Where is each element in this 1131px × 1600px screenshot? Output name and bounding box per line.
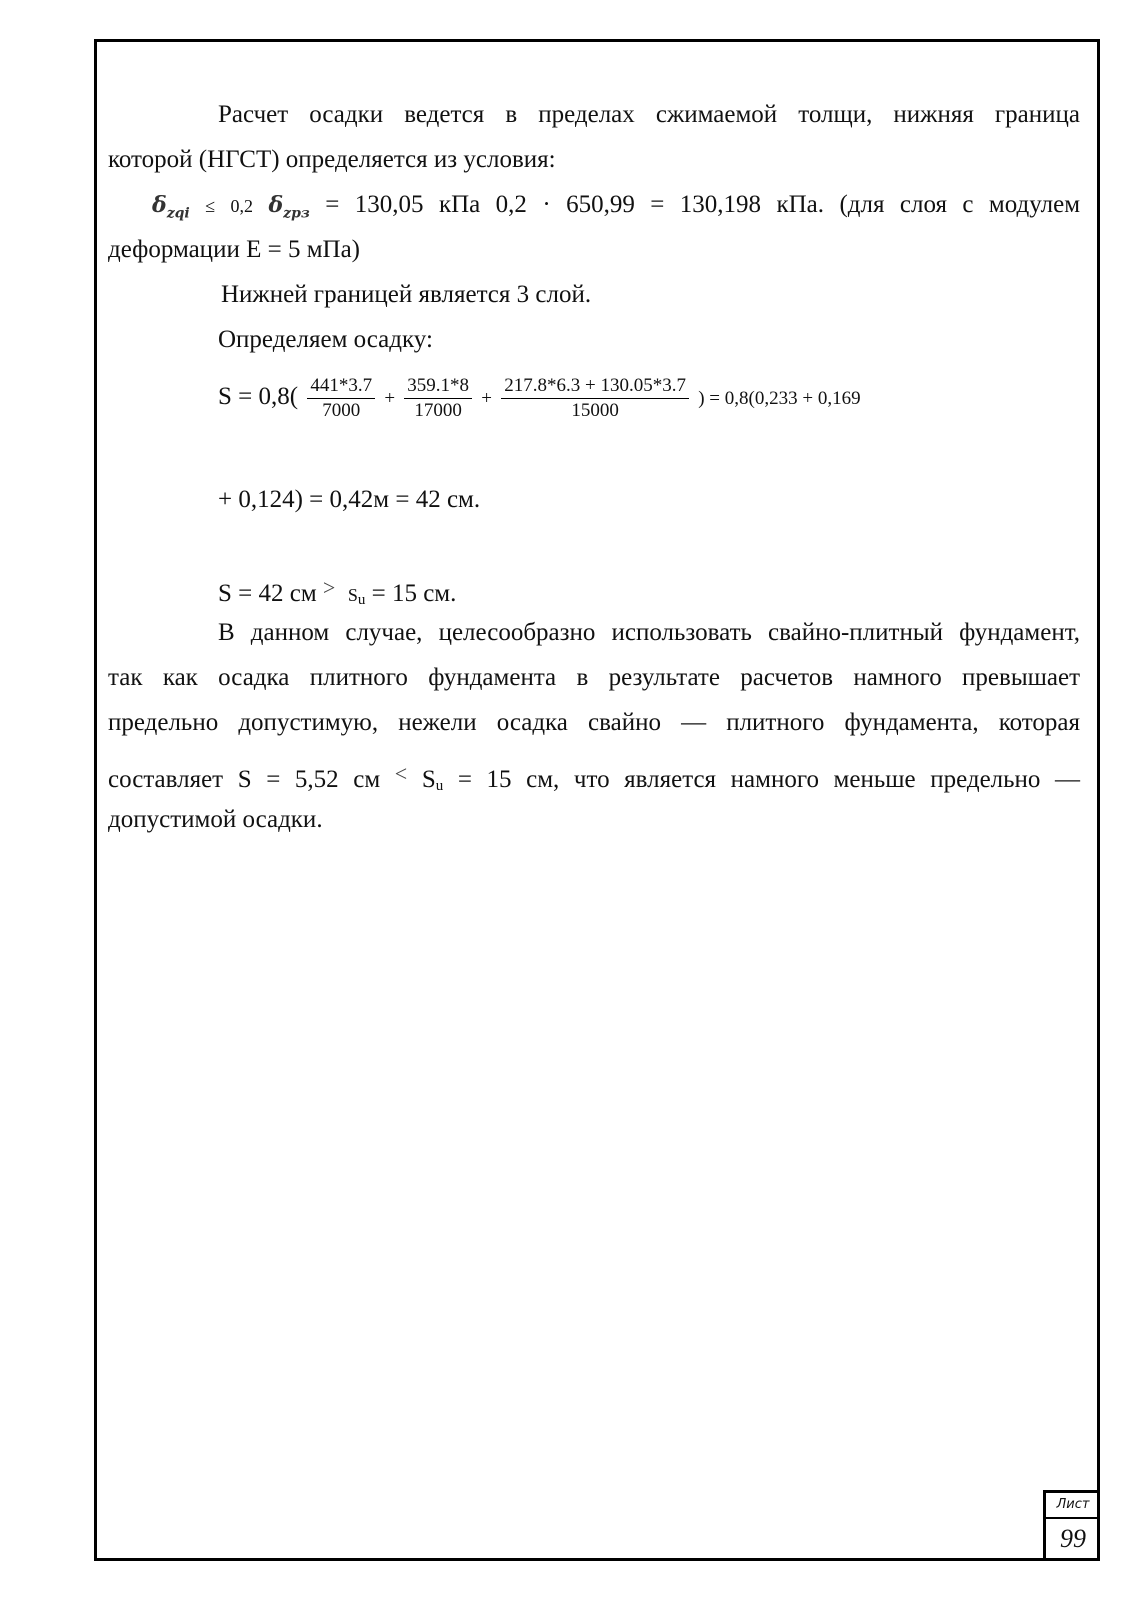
fraction-3-denominator: 15000 bbox=[571, 400, 619, 421]
lower-boundary-text: Нижней границей является 3 слой. bbox=[221, 281, 592, 308]
less-sign: < bbox=[394, 761, 408, 786]
greater-sign: > bbox=[322, 575, 336, 600]
paragraph-1-line-2: которой (НГСТ) определяется из условия: bbox=[108, 146, 556, 173]
sigma-zp-symbol: $\delta_{zpз}$ bbox=[268, 192, 310, 222]
condition-line bbox=[108, 190, 1080, 228]
formula-prefix: S = 0,8( bbox=[218, 383, 299, 411]
settlement-formula bbox=[218, 374, 861, 423]
paragraph-2-line-2: так как осадка плитного фундамента в результате расчетов намного превышает bbox=[108, 664, 1080, 691]
plus-sign-1: + bbox=[384, 388, 396, 410]
formula-continuation: + 0,124) = 0,42м = 42 см. bbox=[218, 486, 481, 513]
fraction-1 bbox=[307, 374, 375, 423]
paragraph-2-line-4: составляет S = 5,52 см < $S_u = 15$ см, что является намного меньше предельно — bbox=[108, 761, 1081, 794]
fraction-2-denominator: 17000 bbox=[414, 400, 462, 421]
sheet-number: 99 bbox=[1060, 1524, 1086, 1553]
su-symbol: $S_u$ bbox=[347, 585, 366, 608]
su-symbol-2: $S_u$ bbox=[421, 766, 444, 794]
fraction-2 bbox=[404, 374, 472, 423]
coefficient: 0,2 bbox=[230, 196, 254, 216]
condition-values: = 130,05 кПа 0,2 · 650,99 = 130,198 кПа. (для слоя с модулем bbox=[325, 191, 1081, 218]
paragraph-2-line-5: допустимой осадки. bbox=[108, 806, 323, 833]
fraction-1-numerator: 441*3.7 bbox=[307, 374, 375, 399]
fraction-3-numerator: 217.8*6.3 + 130.05*3.7 bbox=[501, 374, 689, 399]
paragraph-2-line-1: В данном случае, целесообразно использовать свайно-плитный фундамент, bbox=[218, 619, 1080, 646]
formula-suffix: ) = 0,8(0,233 + 0,169 bbox=[698, 388, 861, 410]
sigma-zqi-symbol: $\delta_{zqi}$ bbox=[152, 192, 190, 222]
plus-sign-2: + bbox=[481, 388, 493, 410]
condition-line-2: деформации Е = 5 мПа) bbox=[108, 236, 360, 263]
fraction-2-numerator: 359.1*8 bbox=[404, 374, 472, 399]
fraction-1-denominator: 7000 bbox=[322, 400, 361, 421]
sheet-number-box bbox=[1043, 1490, 1100, 1561]
fraction-3 bbox=[501, 374, 689, 423]
paragraph-1-line-1: Расчет осадки ведется в пределах сжимаемой толщи, нижняя граница bbox=[218, 101, 1080, 128]
sheet-label: Лист bbox=[1046, 1493, 1100, 1519]
le-sign: ≤ bbox=[205, 196, 216, 216]
define-settlement-text: Определяем осадку: bbox=[218, 326, 433, 353]
paragraph-2-line-3: предельно допустимую, нежели осадка свайно — плитного фундамента, которая bbox=[108, 709, 1080, 736]
settlement-comparison: S = 42 см > $S_u = 15$ см. bbox=[218, 575, 457, 608]
